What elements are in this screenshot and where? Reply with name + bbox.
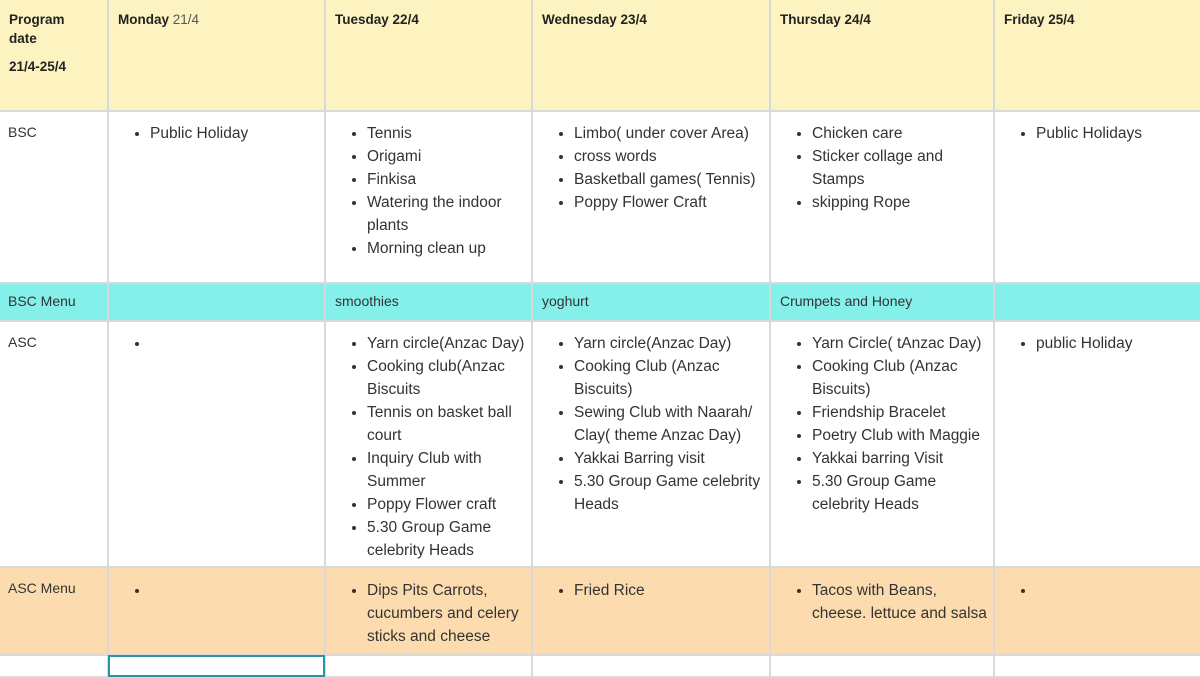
- list-item: • Poppy Flower Craft: [574, 191, 769, 214]
- asc-cell-friday[interactable]: [994, 321, 1200, 567]
- empty-cell[interactable]: [0, 655, 108, 677]
- header-row: [0, 0, 1200, 111]
- list-item: • Poppy Flower craft: [367, 493, 531, 516]
- list-item: • skipping Rope: [812, 191, 993, 214]
- bsc-row: [0, 111, 1200, 283]
- asc-menu-cell-thursday[interactable]: [770, 567, 994, 655]
- asc-label-cell[interactable]: [0, 321, 108, 567]
- bsc-menu-label-cell[interactable]: [0, 283, 108, 321]
- list-item: • Sticker collage and Stamps: [812, 145, 993, 191]
- bsc-menu-cell-wednesday[interactable]: yoghurt: [532, 283, 770, 321]
- list-item: • Yakkai Barring visit: [574, 447, 769, 470]
- list-item: • Morning clean up: [367, 237, 531, 260]
- list-item: [1036, 579, 1200, 602]
- list-item: • Friendship Bracelet: [812, 401, 993, 424]
- list-item: • Origami: [367, 145, 531, 168]
- list-item: • Yarn Circle( tAnzac Day): [812, 332, 993, 355]
- empty-cell[interactable]: [325, 655, 532, 677]
- bsc-menu-cell-friday[interactable]: [994, 283, 1200, 321]
- bsc-menu-row: [0, 283, 1200, 321]
- bsc-label-cell[interactable]: [0, 111, 108, 283]
- asc-cell-monday[interactable]: [108, 321, 325, 567]
- empty-row: [0, 655, 1200, 677]
- day-header-tuesday[interactable]: Tuesday 22/4: [325, 0, 532, 111]
- bsc-menu-cell-thursday[interactable]: Crumpets and Honey: [770, 283, 994, 321]
- list-item: • public Holiday: [1036, 332, 1200, 355]
- bsc-cell-wednesday[interactable]: [532, 111, 770, 283]
- selected-cell[interactable]: [108, 655, 325, 677]
- program-date-label: Program date 21/4-25/4: [9, 12, 67, 74]
- list-item: • 5.30 Group Game celebrity Heads: [574, 470, 769, 516]
- asc-menu-cell-monday[interactable]: [108, 567, 325, 655]
- list-item: • Cooking Club (Anzac Biscuits): [574, 355, 769, 401]
- list-item: • Cooking club(Anzac Biscuits: [367, 355, 531, 401]
- bsc-cell-tuesday[interactable]: [325, 111, 532, 283]
- list-item: • Inquiry Club with Summer: [367, 447, 531, 493]
- list-item: • Chicken care: [812, 122, 993, 145]
- asc-cell-thursday[interactable]: [770, 321, 994, 567]
- list-item: [150, 579, 324, 602]
- empty-cell[interactable]: [994, 655, 1200, 677]
- list-item: • Poetry Club with Maggie: [812, 424, 993, 447]
- empty-cell[interactable]: [770, 655, 994, 677]
- day-header-thursday[interactable]: Thursday 24/4: [770, 0, 994, 111]
- list-item: [150, 332, 324, 355]
- list-item: • 5.30 Group Game celebrity Heads: [812, 470, 993, 516]
- bsc-menu-cell-monday[interactable]: [108, 283, 325, 321]
- list-item: • Yarn circle(Anzac Day): [574, 332, 769, 355]
- list-item: • Dips Pits Carrots, cucumbers and celery sticks and cheese: [367, 579, 531, 648]
- day-header-friday[interactable]: Friday 25/4: [994, 0, 1200, 111]
- list-item: • Tennis: [367, 122, 531, 145]
- list-item: • Limbo( under cover Area): [574, 122, 769, 145]
- list-item: • Tacos with Beans, cheese. lettuce and salsa: [812, 579, 993, 625]
- list-item: • Fried Rice: [574, 579, 769, 602]
- list-item: • Sewing Club with Naarah/ Clay( theme Anzac Day): [574, 401, 769, 447]
- program-date-cell[interactable]: [0, 0, 108, 111]
- list-item: • Public Holiday: [150, 122, 324, 145]
- bsc-cell-friday[interactable]: [994, 111, 1200, 283]
- row-label-bsc: BSC: [8, 124, 37, 140]
- asc-menu-cell-wednesday[interactable]: [532, 567, 770, 655]
- list-item: • Finkisa: [367, 168, 531, 191]
- bsc-cell-monday[interactable]: [108, 111, 325, 283]
- list-item: • Cooking Club (Anzac Biscuits): [812, 355, 993, 401]
- list-item: • cross words: [574, 145, 769, 168]
- asc-menu-row: [0, 567, 1200, 655]
- row-label-asc: ASC: [8, 334, 37, 350]
- bsc-menu-cell-tuesday[interactable]: smoothies: [325, 283, 532, 321]
- bsc-cell-thursday[interactable]: [770, 111, 994, 283]
- asc-menu-cell-friday[interactable]: [994, 567, 1200, 655]
- list-item: • Yarn circle(Anzac Day): [367, 332, 531, 355]
- asc-row: [0, 321, 1200, 567]
- list-item: • Basketball games( Tennis): [574, 168, 769, 191]
- list-item: • Public Holidays: [1036, 122, 1200, 145]
- day-header-wednesday[interactable]: Wednesday 23/4: [532, 0, 770, 111]
- asc-menu-label-cell[interactable]: [0, 567, 108, 655]
- list-item: • Yakkai barring Visit: [812, 447, 993, 470]
- list-item: • 5.30 Group Game celebrity Heads: [367, 516, 531, 562]
- empty-cell[interactable]: [532, 655, 770, 677]
- day-header-monday[interactable]: Monday 21/4: [108, 0, 325, 111]
- list-item: • Watering the indoor plants: [367, 191, 531, 237]
- asc-menu-cell-tuesday[interactable]: [325, 567, 532, 655]
- list-item: • Tennis on basket ball court: [367, 401, 531, 447]
- row-label-asc-menu: ASC Menu: [8, 580, 76, 596]
- asc-cell-tuesday[interactable]: [325, 321, 532, 567]
- asc-cell-wednesday[interactable]: [532, 321, 770, 567]
- row-label-bsc-menu: BSC Menu: [8, 293, 76, 309]
